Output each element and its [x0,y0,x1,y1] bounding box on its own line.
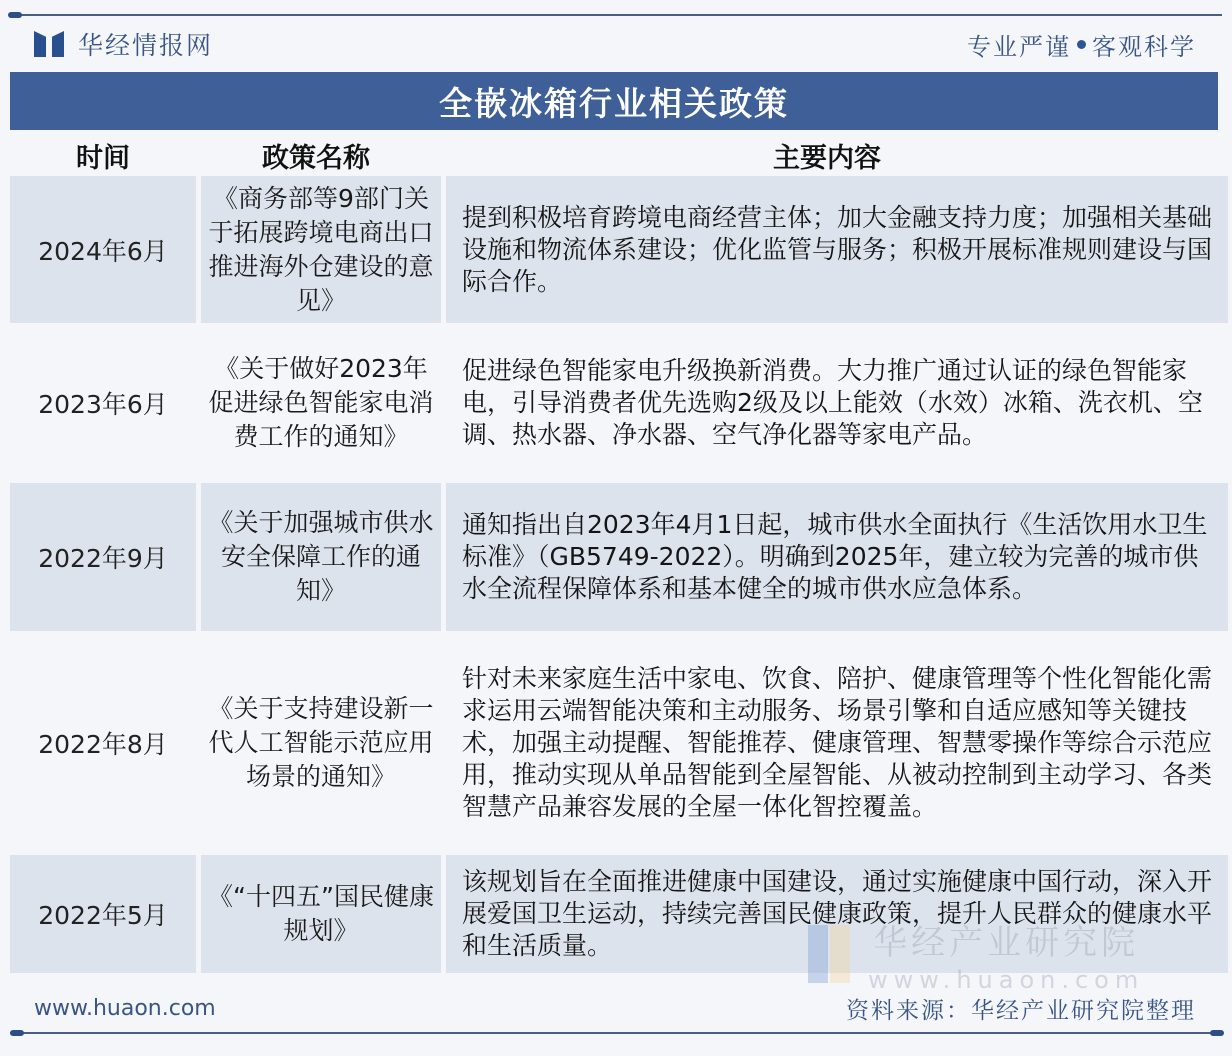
brand [34,26,213,62]
table-row [10,176,1218,323]
policy-name-cell: 《关于支持建设新一代人工智能示范应用场景的通知》 [201,636,441,850]
content-cell: 通知指出自2023年4月1日起，城市供水全面执行《生活饮用水卫生标准》（GB5749-2022）。明确到2025年，建立较为完善的城市供水全流程保障体系和基本健全的城市供水应急体系。 [446,483,1228,631]
policy-name-cell: 《“十四五”国民健康规划》 [201,855,441,973]
brand-header [34,24,1196,64]
content-cell: 促进绿色智能家电升级换新消费。大力推广通过认证的绿色智能家电，引导消费者优先选购2级及以上能效（水效）冰箱、洗衣机、空调、热水器、净水器、空气净化器等家电产品。 [446,328,1228,478]
page-title: 全嵌冰箱行业相关政策 [439,83,789,123]
tagline-right: 客观科学 [1092,32,1196,61]
date-cell: 2022年5月 [10,855,196,973]
bullet-dot-icon [1077,40,1086,49]
content-cell: 针对未来家庭生活中家电、饮食、陪护、健康管理等个性化智能化需求运用云端智能决策和主动服务、场景引擎和自适应感知等关键技术，加强主动提醒、智能推荐、健康管理、智慧零操作等综合示范应用，推动实现从单品智能到全屋智能、从被动控制到主动学习、各类智慧产品兼容发展的全屋一体化智控覆盖。 [446,636,1228,850]
policy-name-cell: 《关于做好2023年促进绿色智能家电消费工作的通知》 [201,328,441,478]
column-header-policy-name: 政策名称 [262,142,370,174]
source-note: 资料来源：华经产业研究院整理 [846,997,1196,1024]
table-row [10,483,1218,631]
table-row [10,855,1218,973]
policy-table [10,134,1218,978]
table-row [10,636,1218,850]
watermark-name: 华经产业研究院 [873,923,1140,963]
book-logo-icon [34,31,64,57]
tagline [967,27,1196,62]
date-cell: 2022年8月 [10,636,196,850]
date-cell: 2022年9月 [10,483,196,631]
content-cell: 该规划旨在全面推进健康中国建设，通过实施健康中国行动，深入开展爱国卫生运动，持续完善国民健康政策，提升人民群众的健康水平和生活质量。 [446,855,1228,973]
policy-name-cell: 《商务部等9部门关于拓展跨境电商出口推进海外仓建设的意见》 [201,176,441,323]
title-bar [10,72,1218,130]
content-cell: 提到积极培育跨境电商经营主体；加大金融支持力度；加强相关基础设施和物流体系建设；优化监管与服务；积极开展标准规则建设与国际合作。 [446,176,1228,323]
policy-name-cell: 《关于加强城市供水安全保障工作的通知》 [201,483,441,631]
table-header-row [10,134,1218,176]
watermark-url: www.huaon.com [868,966,1145,994]
top-divider-line [10,14,1222,16]
brand-name: 华经情报网 [78,31,214,60]
column-header-content: 主要内容 [773,142,881,174]
table-row [10,328,1218,478]
bottom-divider-line [10,1032,1222,1034]
date-cell: 2023年6月 [10,328,196,478]
footer [34,990,1196,1026]
date-cell: 2024年6月 [10,176,196,323]
tagline-left: 专业严谨 [967,32,1071,61]
column-header-time: 时间 [76,142,130,174]
website-link[interactable]: www.huaon.com [34,995,216,1021]
